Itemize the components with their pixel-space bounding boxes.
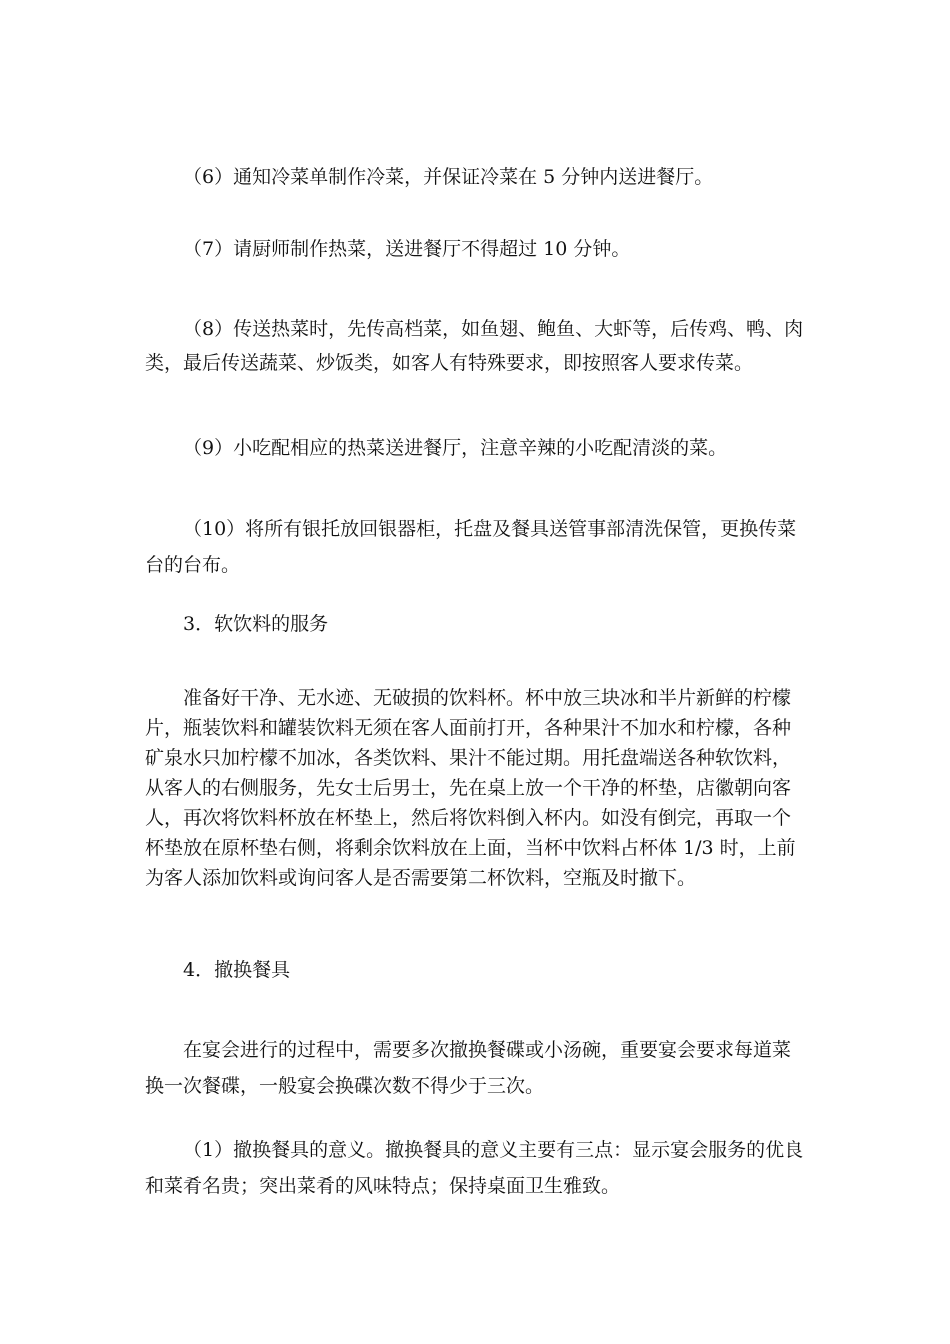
paragraph-soft-drinks: 准备好干净、无水迹、无破损的饮料杯。杯中放三块冰和半片新鲜的柠檬片，瓶装饮料和罐装饮料无须在客人面前打开，各种果汁不加水和柠檬，各种矿泉水只加柠檬不加冰，各类饮料、果汁不能过期。用托盘端送各种软饮料，从客人的右侧服务，先女士后男士，先在桌上放一个干净的杯垫，店徽朝向客人，再次将饮料杯放在杯垫上，然后将饮料倒入杯内。如没有倒完，再取一个杯垫放在原杯垫右侧，将剩余饮料放在上面，当杯中饮料占杯体 1/3 时，上前为客人添加饮料或询问客人是否需要第二杯饮料，空瓶及时撤下。 [145,687,796,889]
paragraph-change-dishes: 在宴会进行的过程中，需要多次撤换餐碟或小汤碗，重要宴会要求每道菜换一次餐碟，一般宴会换碟次数不得少于三次。 [145,1039,792,1097]
paragraph-step-8: （8）传送热菜时，先传高档菜，如鱼翅、鲍鱼、大虾等，后传鸡、鸭、肉类，最后传送蔬菜、炒饭类，如客人有特殊要求，即按照客人要求传菜。 [145,318,804,374]
paragraph-change-dishes-meaning: （1）撤换餐具的意义。撤换餐具的意义主要有三点：显示宴会服务的优良和菜肴名贵；突出菜肴的风味特点；保持桌面卫生雅致。 [145,1139,804,1197]
paragraph-step-9: （9）小吃配相应的热菜送进餐厅，注意辛辣的小吃配清淡的菜。 [183,437,728,459]
section-heading-soft-drinks: 3．软饮料的服务 [183,613,329,635]
paragraph-step-6: （6）通知冷菜单制作冷菜，并保证冷菜在 5 分钟内送进餐厅。 [183,166,714,188]
paragraph-step-7: （7）请厨师制作热菜，送进餐厅不得超过 10 分钟。 [183,238,631,260]
section-heading-change-dishes: 4．撤换餐具 [183,959,291,981]
paragraph-step-10: （10）将所有银托放回银器柜，托盘及餐具送管事部清洗保管，更换传菜台的台布。 [145,518,797,576]
